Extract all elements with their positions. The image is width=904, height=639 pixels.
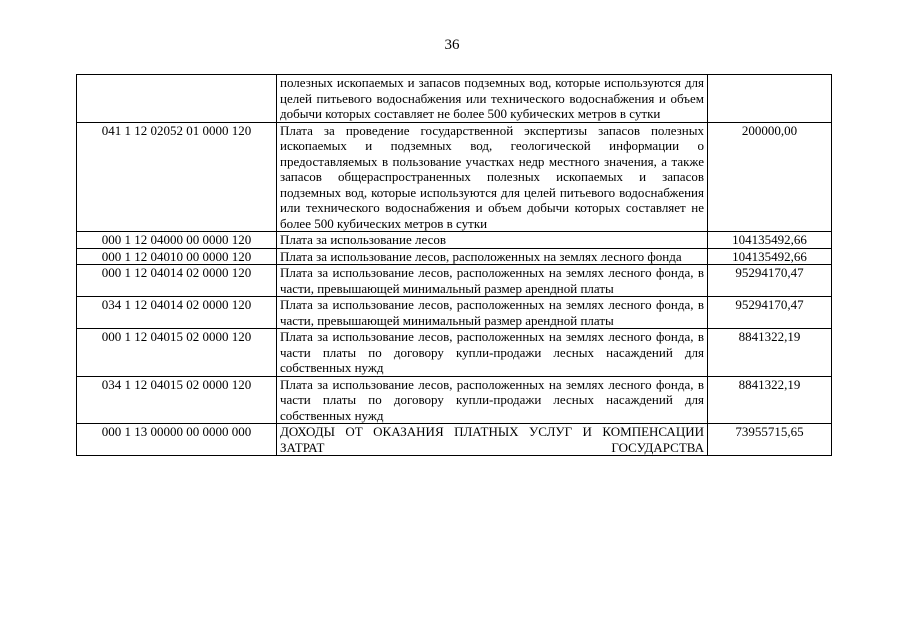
- amount-cell: 104135492,66: [708, 232, 832, 249]
- amount-cell: 95294170,47: [708, 297, 832, 329]
- budget-code-cell: 000 1 12 04000 00 0000 120: [77, 232, 277, 249]
- budget-code-cell: 000 1 12 04010 00 0000 120: [77, 248, 277, 265]
- amount-cell: 104135492,66: [708, 248, 832, 265]
- amount-cell: 8841322,19: [708, 329, 832, 377]
- budget-revenue-table: [76, 74, 832, 456]
- amount-cell: [708, 75, 832, 123]
- budget-code-cell: 000 1 12 04014 02 0000 120: [77, 265, 277, 297]
- table-row: [77, 424, 832, 456]
- amount-cell: 8841322,19: [708, 376, 832, 424]
- budget-code-cell: [77, 75, 277, 123]
- revenue-name-cell: Плата за использование лесов, расположенных на землях лесного фонда, в части, превышающей минимальный размер арендной платы: [277, 265, 708, 297]
- budget-code-cell: 000 1 13 00000 00 0000 000: [77, 424, 277, 456]
- budget-code-cell: 034 1 12 04015 02 0000 120: [77, 376, 277, 424]
- revenue-name-cell: Плата за использование лесов: [277, 232, 708, 249]
- revenue-name-cell: Плата за использование лесов, расположенных на землях лесного фонда, в части платы по договору купли-продажи лесных насаждений для собственных нужд: [277, 376, 708, 424]
- table-row: [77, 122, 832, 232]
- budget-code-cell: 034 1 12 04014 02 0000 120: [77, 297, 277, 329]
- revenue-name-cell: Плата за использование лесов, расположенных на землях лесного фонда: [277, 248, 708, 265]
- table-row: [77, 232, 832, 249]
- table-row: [77, 265, 832, 297]
- revenue-name-cell: Плата за использование лесов, расположенных на землях лесного фонда, в части платы по договору купли-продажи лесных насаждений для собственных нужд: [277, 329, 708, 377]
- amount-cell: 95294170,47: [708, 265, 832, 297]
- table-row: [77, 248, 832, 265]
- revenue-name-cell: ДОХОДЫ ОТ ОКАЗАНИЯ ПЛАТНЫХ УСЛУГ И КОМПЕНСАЦИИ ЗАТРАТ ГОСУДАРСТВА: [277, 424, 708, 456]
- budget-code-cell: 041 1 12 02052 01 0000 120: [77, 122, 277, 232]
- revenue-name-cell: Плата за проведение государственной экспертизы запасов полезных ископаемых и подземных вод, геологической информации о предоставляемых в пользование участках недр местного значения, а также запасов общераспространенных полезных ископаемых и запасов подземных вод, которые используются для целей питьевого водоснабжения или технического водоснабжения и объем добычи которых составляет не более 500 кубических метров в сутки: [277, 122, 708, 232]
- amount-cell: 200000,00: [708, 122, 832, 232]
- revenue-name-cell: полезных ископаемых и запасов подземных вод, которые используются для целей питьевого водоснабжения или технического водоснабжения и объем добычи которых составляет не более 500 кубических метров в сутки: [277, 75, 708, 123]
- page-number: 36: [444, 37, 460, 53]
- amount-cell: 73955715,65: [708, 424, 832, 456]
- table-row: [77, 297, 832, 329]
- revenue-name-cell: Плата за использование лесов, расположенных на землях лесного фонда, в части, превышающей минимальный размер арендной платы: [277, 297, 708, 329]
- table-row: [77, 376, 832, 424]
- table-row: [77, 329, 832, 377]
- table-row: [77, 75, 832, 123]
- budget-code-cell: 000 1 12 04015 02 0000 120: [77, 329, 277, 377]
